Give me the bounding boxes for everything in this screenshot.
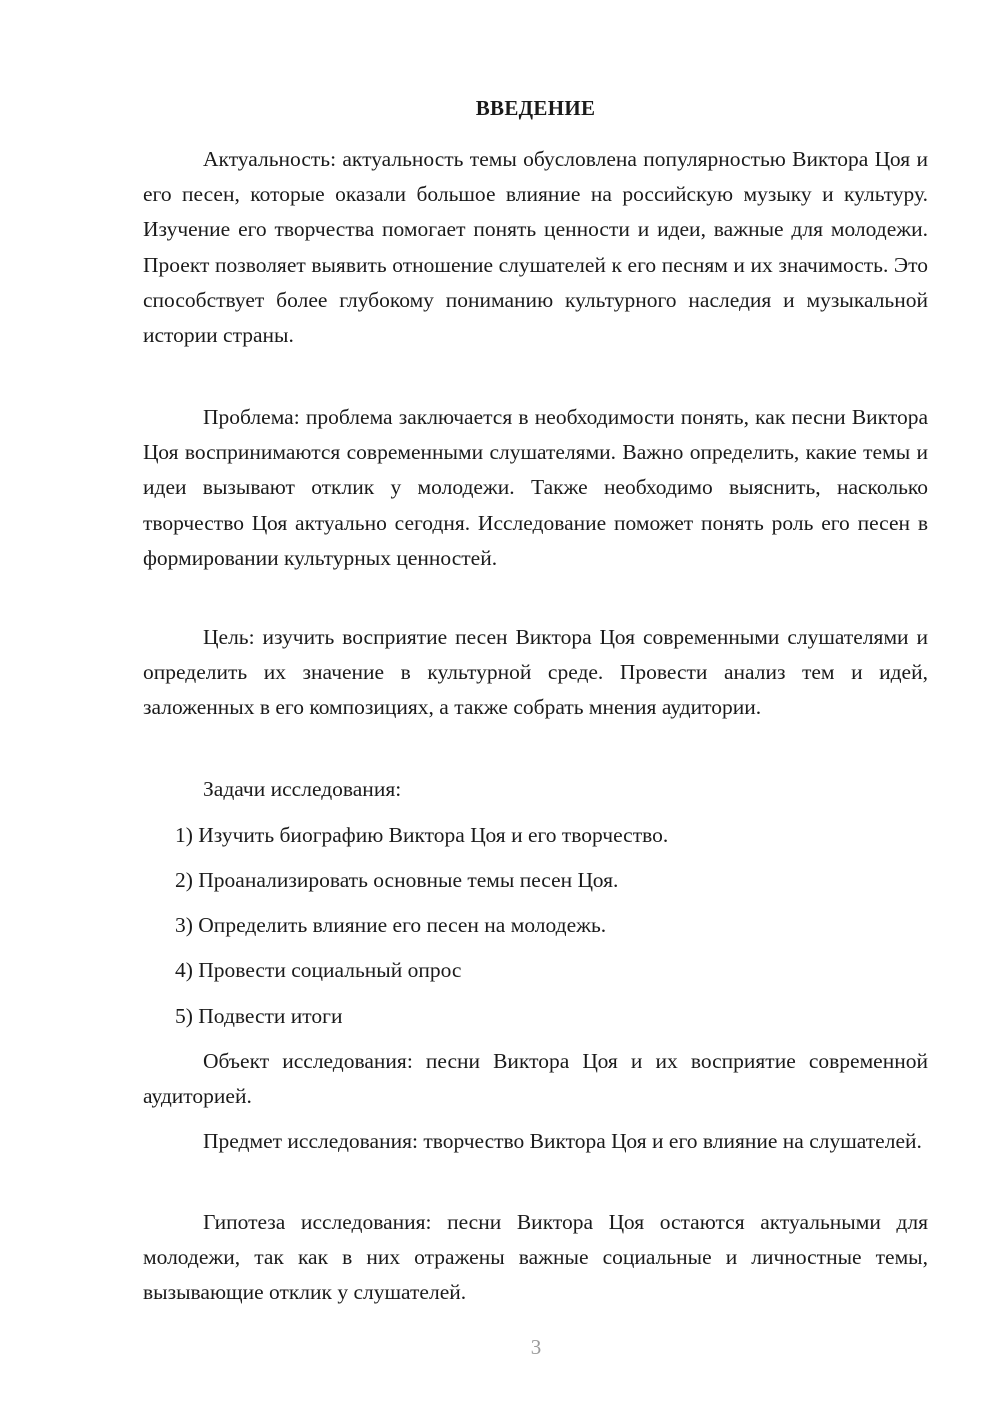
task-item: 2) Проанализировать основные темы песен Цоя. xyxy=(175,868,619,892)
problem-paragraph: Проблема: проблема заключается в необходимости понять, как песни Виктора Цоя воспринимаются современными слушателями. Важно определить, какие темы и идеи вызывают отклик у молодежи. Также необходимо выяснить, насколько творчество Цоя актуально сегодня. Исследование поможет понять роль его песен в формировании культурных ценностей. xyxy=(143,405,928,570)
page-number: 3 xyxy=(530,1335,542,1359)
subject-paragraph: Предмет исследования: творчество Виктора Цоя и его влияние на слушателей. xyxy=(203,1129,922,1153)
task-item: 1) Изучить биографию Виктора Цоя и его творчество. xyxy=(175,823,669,847)
object-paragraph: Объект исследования: песни Виктора Цоя и их восприятие современной аудиторией. xyxy=(143,1049,928,1109)
task-item: 4) Провести социальный опрос xyxy=(175,958,462,982)
page-title: ВВЕДЕНИЕ xyxy=(475,96,596,120)
task-item: 3) Определить влияние его песен на молодежь. xyxy=(175,913,607,937)
relevance-paragraph: Актуальность: актуальность темы обусловлена популярностью Виктора Цоя и его песен, которые оказали большое влияние на российскую музыку и культуру. Изучение его творчества помогает понять ценности и идеи, важные для молодежи. Проект позволяет выявить отношение слушателей к его песням и их значимость. Это способствует более глубокому пониманию культурного наследия и музыкальной истории страны. xyxy=(143,147,928,348)
tasks-heading: Задачи исследования: xyxy=(203,777,402,801)
hypothesis-paragraph: Гипотеза исследования: песни Виктора Цоя остаются актуальными для молодежи, так как в них отражены важные социальные и личностные темы, вызывающие отклик у слушателей. xyxy=(143,1210,928,1305)
goal-paragraph: Цель: изучить восприятие песен Виктора Цоя современными слушателями и определить их значение в культурной среде. Провести анализ тем и идей, заложенных в его композициях, а также собрать мнения аудитории. xyxy=(143,625,928,720)
task-item: 5) Подвести итоги xyxy=(175,1004,343,1028)
